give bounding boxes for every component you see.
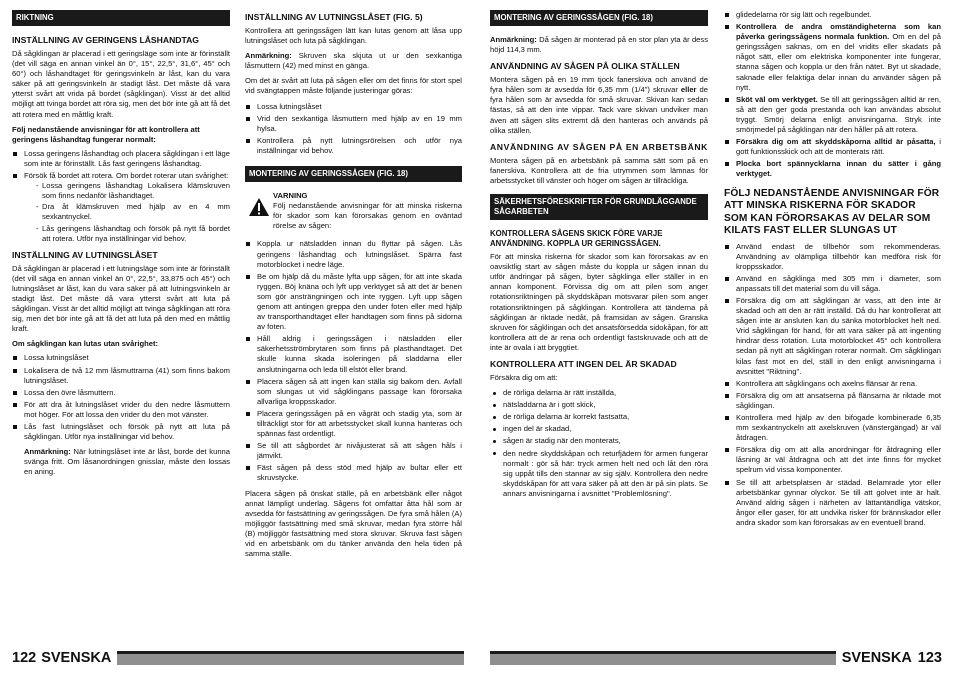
- list-item: Vrid den sexkantiga låsmuttern med hjälp av en 19 mm hylsa.: [245, 114, 462, 134]
- check-list: [12, 149, 230, 244]
- column-3: [490, 10, 708, 504]
- column-1: [12, 10, 230, 482]
- section-banner-mounting: MONTERING AV GERINGSSÅGEN (FIG. 18): [490, 10, 708, 26]
- column-4: [724, 10, 941, 533]
- loose-label: Om sågklingan kan lutas utan svårighet:: [12, 339, 159, 349]
- section-banner-mounting: MONTERING AV GERINGSSÅGEN (FIG. 18): [245, 166, 462, 182]
- list-item-text: glidedelarna rör sig lätt och regelbundet.: [736, 10, 872, 19]
- list-item: den nedre skyddskåpan och returfjädern för armen fungerar normalt : gör så här: tryck armen helt ned och låt den röra sig uppåt tills den stannar av sig själv. Kontrollera den nedre skyddskåpan för att vara säker på att den är på sin plats. Se annars anvisningarna i avsnittet "Problemlösning".: [490, 449, 708, 499]
- warning-triangle-icon: [248, 197, 270, 217]
- list-item: Lossa lutningslåset: [245, 102, 462, 112]
- list-item: Se till att arbetsplatsen är städad. Belamrade ytor eller arbetsbänkar gynnar olyckor. Se till att golvet inte är halt. Använd aldrig sågen i närheten av lättantändliga vätskor, ångor eller gaser, för att undvika risker för brännskador eller andra skador som kan förorsakas av en eventuell brand.: [724, 478, 941, 528]
- list-item: - Dra åt klämskruven med hjälp av en 4 mm sexkantnyckel.: [36, 202, 230, 222]
- paragraph-difficult: Om det är svårt att luta på sågen eller om det finns för stort spel vid svängtappen måste följande justeringar göras:: [245, 76, 462, 96]
- warning-body: [273, 191, 462, 231]
- page-number: 123: [917, 650, 942, 666]
- note-paragraph: [12, 447, 230, 477]
- damage-list: [490, 388, 708, 499]
- list-item: Försäkra dig om att alla anordningar för åtdragning eller låsning är väl åtdragna och att det inte finns för mycket spelrum vid vissa komponenter.: [724, 445, 941, 475]
- paragraph-bench: Montera sågen på en arbetsbänk på samma sätt som på en fanerskiva. Kontrollera att de fria utrymmen som lämnas för arbetsstycket till vänster och höger om sågen är tillräckliga.: [490, 155, 708, 185]
- list-item: Lossa lutningslåset: [12, 353, 230, 363]
- footer-bar: [117, 651, 464, 665]
- heading-bench: ANVÄNDNING AV SÅGEN PÅ EN ARBETSBÄNK: [490, 141, 708, 152]
- maintenance-list: [724, 10, 941, 180]
- list-item: [724, 95, 941, 135]
- list-item-bold: Kontrollera de andra omständigheterna som kan påverka geringssågens normala funktion.: [736, 22, 941, 42]
- heading-follow: FÖLJ NEDANSTÅENDE ANVISNINGAR FÖR ATT MINSKA RISKERNA FÖR SKADOR SOM KAN FÖRORSAKAS AV DELAR SOM KILATS FAST ELLER SLUNGAS UT: [724, 187, 940, 236]
- follow-list: [724, 242, 941, 529]
- list-item: de rörliga delarna är rätt inställda,: [490, 388, 708, 398]
- list-item: nätsladdarna är i gott skick,: [490, 400, 708, 410]
- list-item: Kontrollera med hjälp av den bifogade kombinerade 6,35 mm sexkantnyckeln att axelskruven (vänstergängad) är väl åtdragen.: [724, 413, 941, 443]
- list-item-text: Om en del på geringssågen saknas, om en del vridits eller skadats på något sätt, eller om elektriska komponenter inte fungerar, stanna sågen och koppla ur den från nätet. Byt ut skadade, saknade eller felaktiga delar innan du använder sågen på nytt.: [736, 32, 941, 92]
- heading-fig5: INSTÄLLNING AV LUTNINGSLÅSET (FIG. 5): [245, 12, 423, 22]
- footer-left: [12, 649, 464, 667]
- list-item-text: Se till att geringssågen alltid är ren, så att den ger goda prestanda och kan användas absolut tryggt. Smörj delarna enligt anvisningarna. Stryk inte smörjmedel på sågklingan när den håller på att rotera.: [736, 94, 941, 135]
- list-item: Kontrollera på nytt lutningsrörelsen och utför nya inställningar vid behov.: [245, 136, 462, 156]
- list-item-bold: Försäkra dig om att skyddskåporna alltid är påsatta,: [736, 137, 936, 147]
- heading-check-saw: KONTROLLERA SÅGENS SKICK FÖRE VARJE ANVÄNDNING. KOPPLA UR GERINGSSÅGEN.: [490, 229, 663, 249]
- language-label: SVENSKA: [841, 650, 912, 666]
- list-item: Håll aldrig i geringssågen i nätsladden eller säkerhetsströmbrytaren som finns på plasthandtaget. Det skulle kunna skada isoleringen på sladdarna eller anslutningarna och leda till elstöt eller brand.: [245, 334, 462, 374]
- list-item: Försäkra dig om att ansatserna på flänsarna är riktade mot sågklingan.: [724, 391, 941, 411]
- paragraph-fig5: Kontrollera att geringssågen lätt kan lutas genom att låsa upp lutningslåset och luta på sågklingan.: [245, 26, 462, 46]
- warning-block: [245, 191, 462, 231]
- list-item: [724, 10, 941, 20]
- adjust-list: [245, 102, 462, 156]
- paragraph-tilt-lock: Då sågklingan är placerad i ett lutningsläge som inte är förinställt (det vill säga en annan vinkel än 0°, 22,5°, 33,875 och 45°) och lutningslåset är låst, kan du vara säker på att lutningsvinkeln är stadigt låst. Det måste då vara ytterst svårt att luta på sågklingan. Visst är det alltid möjligt att tvinga sågklingan att röra sig, men det bör inte gå att få det att luta på den med en måttlig kraft.: [12, 263, 230, 334]
- note-text: Skruven ska skjuta ut ur den sexkantiga låsmuttern (42) med minst en gänga.: [245, 51, 462, 71]
- paragraph-placement: Placera sågen på önskat ställe, på en arbetsbänk eller något annat lämpligt underlag. Sågens fot omfattar åtta hål som är avsedda för fastsättning av geringssågen. De fyra små hålen (A) möjliggör fastsättning med små skruvar, medan fyra större hål (B) möjliggör fastsättning med stora skruvar. Skruva fast sågen vid en arbetsbänk om du tänker använda den hela tiden på samma ställe.: [245, 488, 462, 559]
- paragraph-places: [490, 75, 708, 136]
- list-item: Koppla ur nätsladden innan du flyttar på sågen. Lås geringens låshandtag och lutningslåset. Spärra fast motorblocket i nedre läge.: [245, 239, 462, 269]
- note-text: När lutningslåset inte är låst, borde det kunna svänga fritt. Om låsanordningen gnisslar, måste den lossas en aning.: [24, 447, 230, 477]
- text-part-bold: eller: [680, 85, 697, 95]
- note-label: Anmärkning:: [24, 447, 71, 457]
- note-label: Anmärkning:: [245, 51, 292, 61]
- list-item: Placera geringssågen på en vågrät och stadig yta, som är tillräckligt stor för att arbetsstycket skall kunna hanteras och spännas fast ordentligt.: [245, 409, 462, 439]
- warning-title: VARNING: [273, 191, 308, 201]
- heading-places: ANVÄNDNING AV SÅGEN PÅ OLIKA STÄLLEN: [490, 61, 680, 72]
- list-item: [724, 22, 941, 93]
- note-paragraph: [490, 35, 708, 55]
- heading-damage: KONTROLLERA ATT INGEN DEL ÄR SKADAD: [490, 358, 677, 369]
- note-text: Då sågen är monterad på en stor plan yta är dess höjd 114,3 mm.: [490, 35, 708, 55]
- list-item-bold: Sköt väl om verktyget.: [736, 94, 818, 104]
- list-item: - Lås geringens låshandtag och försök på nytt få bordet att rotera. Utför nya inställningar vid behov.: [36, 224, 230, 244]
- list-item: de rörliga delarna är korrekt fastsatta,: [490, 412, 708, 422]
- text-part: de fyra hålen som är avsedda för små skruvar. Skivan kan sedan fästas, så att den inte vippar. Tack vare skivan undviker man även att sågen slits extremt då den hanteras och används på olika ställen.: [490, 85, 708, 135]
- list-item: ingen del är skadad,: [490, 424, 708, 434]
- text-part: Montera sågen på en 19 mm tjock fanerskiva och använd de fyra hålen som är avsedda för 6,35 mm (1/4") skruvar: [490, 75, 708, 95]
- list-item: [724, 137, 941, 157]
- section-banner-safety: SÄKERHETSFÖRESKRIFTER FÖR GRUNDLÄGGANDE SÅGARBETEN: [490, 194, 708, 220]
- list-item-bold: Plocka bort spännycklarna innan du sätter i gång verktyget.: [736, 159, 941, 179]
- warning-icon: [245, 191, 273, 231]
- list-item: Lossa den övre låsmuttern.: [12, 388, 230, 398]
- list-item: Fäst sågen på dess stöd med hjälp av bultar eller ett skruvstycke.: [245, 463, 462, 483]
- list-item: Be om hjälp då du måste lyfta upp sågen, för att inte skada ryggen. Böj knäna och lyft upp verktyget så att det är benen som gör ansträngningen och inte ryggen. Lyft upp sågen genom att antingen greppa den under foten eller med hjälp av transporthandtaget eller handtagen som finns på sidorna av foten.: [245, 272, 462, 333]
- footer-bar: [490, 651, 836, 665]
- column-2: [245, 10, 462, 564]
- page-number: 122: [12, 650, 37, 666]
- heading-tilt-lock: INSTÄLLNING AV LUTNINGSLÅSET: [12, 249, 158, 260]
- list-item: [724, 159, 941, 179]
- list-item: Använd en sågklinga med 305 mm i diameter, som anpassats till det material som du vill såga.: [724, 274, 941, 294]
- section-banner-riktning: RIKTNING: [12, 10, 230, 26]
- dash-list: [24, 181, 230, 244]
- list-item: Använd endast de tillbehör som rekommenderas. Användning av olämpliga tillbehör kan medföra risk för kroppsskador.: [724, 242, 941, 272]
- language-label: SVENSKA: [41, 650, 112, 666]
- footer-right: [490, 649, 942, 667]
- list-item: [12, 171, 230, 244]
- list-item: - Lossa geringens låshandtag Lokalisera klämskruven som finns nedanför låshandtaget.: [36, 181, 230, 201]
- list-item-text: i gott funktionsskick och att de monterats rätt.: [736, 137, 941, 157]
- list-item-text: Försök få bordet att rotera. Om bordet roterar utan svårighet:: [24, 171, 229, 181]
- paragraph-make-sure: Försäkra dig om att:: [490, 372, 558, 382]
- heading-bevel-lock: INSTÄLLNING AV GERINGENS LÅSHANDTAG: [12, 35, 199, 45]
- note-paragraph: [245, 51, 462, 71]
- paragraph-check-saw: För att minska riskerna för skador som kan förorsakas av en oavsiktlig start av sågen måste du koppla ur sågen innan du utför ändringar på sågen, byter sågklinga eller ställer in en annan komponent. Förvissa dig om att pilen som anger rotationsriktningen på skyddskåpan motsvarar pilen som anger rotationsriktningen på sågklingan. Kontrollera att tänderna på sågklingan är riktade nedåt, på framsidan av sågen. Granska skruven för sågklingan och det ansatsförsedda sidokåpan, för att kontrollera att de är rena och ordentligt fastskruvade och att de inte är ovala i att bryggtiet.: [490, 252, 708, 352]
- list-item: Försäkra dig om att sågklingan är vass, att den inte är skadad och att den är rätt inställd. Då du har kontrollerat att sågen inte är ansluten kan du sänka motorblocket helt ned. Vrid sågklingan för hand, för att vara säker på att ingenting hindrar dess rotation. Luta motorblocket 45° och kontrollera sedan på nytt att sågklingan roterar normalt. Om sågklingan kilas fast mot en del, ställ in den enligt anvisningarna i avsnittet "Riktning".: [724, 296, 941, 377]
- check-label: Följ nedanstående anvisningar för att kontrollera att geringens låshandtag fungerar normalt:: [12, 124, 200, 144]
- list-item: Lås fast lutningslåset och försök på nytt att luta på sågklingan. Utför nya inställningar vid behov.: [12, 422, 230, 442]
- list-item: Lossa geringens låshandtag och placera sågklingan i ett läge som inte är förinställt. Lås fast geringens låshandtag.: [12, 149, 230, 169]
- loose-list: [12, 353, 230, 442]
- paragraph-bevel-lock: Då sågklingan är placerad i ett geringsläge som inte är förinställt (det vill säga en annan vinkel än 0°, 15°, 22,5°, 31,6°, 45° och 60°) och låshandtaget för geringsvinkeln är låst, kan du vara säker på att geringsvinkeln är stadigt låst. Det måste då vara ytterst svårt att vrida på bordet (sågklingan). Visst är det alltid möjligt att tvinga bordet att röra sig, men det bör inte gå att få det att rotera med en måttlig kraft.: [12, 49, 230, 119]
- mounting-list: [245, 239, 462, 483]
- note-label: Anmärkning:: [490, 35, 537, 44]
- list-item: Se till att sågbordet är nivåjusterat så att sågen håls i jämvikt.: [245, 441, 462, 461]
- list-item: Kontrollera att sågklingans och axelns flänsar är rena.: [724, 379, 941, 389]
- warning-text: Följ nedanstående anvisningar för att minska riskerna för skador som kan förorsakas genom en oväntad rörelse av sågen:: [273, 201, 462, 231]
- list-item: För att dra åt lutningslåset vrider du den nedre låsmuttern mot höger. För att lossa den vrider du den mot vänster.: [12, 400, 230, 420]
- list-item: Lokalisera de två 12 mm låsmuttrarna (41) som finns bakom lutningslåset.: [12, 366, 230, 386]
- list-item: Placera sågen så att ingen kan ställa sig bakom den. Avfall som slungas ut vid sågklingans passage kan förorsaka allvarliga kroppsskador.: [245, 377, 462, 407]
- list-item: sågen är stadig när den monterats,: [490, 436, 708, 446]
